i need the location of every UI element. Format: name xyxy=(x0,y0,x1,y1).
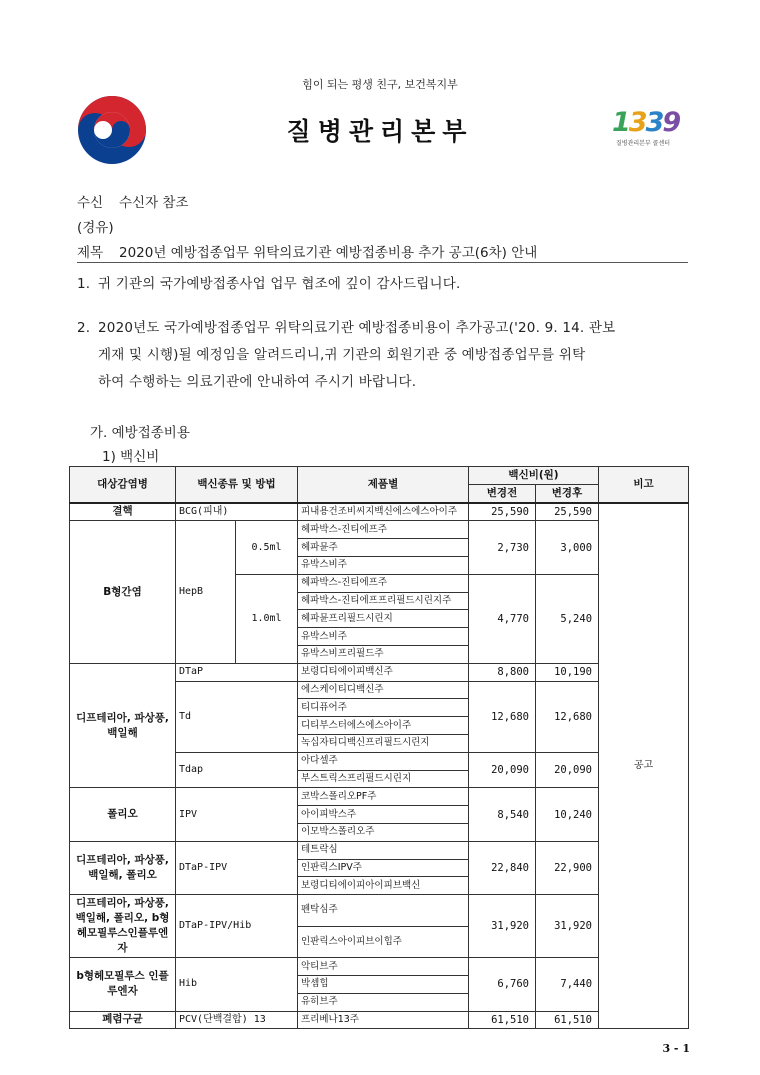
table-row: 인판릭스IPV주 xyxy=(70,859,689,877)
subject-label: 제목 xyxy=(77,245,104,261)
recipient-value: 수신자 참조 xyxy=(119,195,189,211)
hotline-caption: 질병관리본부 콜센터 xyxy=(616,140,671,147)
table-row: 유히브주 xyxy=(70,993,689,1011)
table-row: 유박스비주 xyxy=(70,556,689,574)
table-row: b형헤모필루스 인플루엔자 Hib 악티브주 6,760 7,440 xyxy=(70,958,689,976)
subject-line xyxy=(77,241,537,261)
table-row: 디프테리아, 파상풍, 백일해, 폴리오 DTaP-IPV 테트락심 22,840 22,900 xyxy=(70,841,689,859)
header-cost: 백신비(원) xyxy=(469,467,599,485)
table-row: 결핵 BCG(피내) 피내용건조비씨지백신에스에스아이주 25,590 25,590 공고 xyxy=(70,503,689,521)
paragraph-1: 1. 귀 기관의 국가예방접종사업 업무 협조에 깊이 감사드립니다. xyxy=(77,276,461,292)
remark-cell: 공고 xyxy=(599,503,689,1029)
recipient-label: 수신 xyxy=(77,195,104,211)
header-remark: 비고 xyxy=(599,467,689,503)
table-row: 폐렴구균 PCV(단백결합) 13 프리베나13주 61,510 61,510 xyxy=(70,1011,689,1029)
hotline-number: 1339 xyxy=(612,107,680,138)
header-vaccine-method: 백신종류 및 방법 xyxy=(176,467,298,503)
table-row: 티디퓨어주 xyxy=(70,699,689,717)
via-line: (경유) xyxy=(77,220,114,236)
section-heading-vaccine-cost: 1) 백신비 xyxy=(102,449,160,465)
vaccine-cost-table xyxy=(69,466,689,1029)
table-row: 유박스비프리필드주 xyxy=(70,645,689,663)
table-row: 보령디티에이피아이피브백신 xyxy=(70,877,689,895)
table-row: B형간염 HepB 0.5ml 헤파박스-진티에프주 2,730 3,000 xyxy=(70,521,689,539)
table-row: 폴리오 IPV 코박스폴리오PF주 8,540 10,240 xyxy=(70,788,689,806)
recipient-line xyxy=(77,191,189,211)
section-heading-ga: 가. 예방접종비용 xyxy=(90,425,190,441)
table-row: 인판릭스아이피브이힙주 xyxy=(70,926,689,958)
table-row: 박셈힙 xyxy=(70,975,689,993)
table-row: Td 에스케이티디백신주 12,680 12,680 xyxy=(70,681,689,699)
table-row: 1.0ml 헤파박스-진티에프주 4,770 5,240 xyxy=(70,574,689,592)
table-row: 이모박스폴리오주 xyxy=(70,823,689,841)
subject-value: 2020년 예방접종업무 위탁의료기관 예방접종비용 추가 공고(6차) 안내 xyxy=(119,245,538,261)
slogan: 힘이 되는 평생 친구, 보건복지부 xyxy=(302,78,458,91)
table-row: 부스트릭스프리필드시린지 xyxy=(70,770,689,788)
table-row: 디프테리아, 파상풍, 백일해, 폴리오, b형헤모필루스인플루엔자 DTaP-IPV/Hib 펜탁심주 31,920 31,920 xyxy=(70,895,689,927)
hotline-logo xyxy=(612,108,698,160)
table-row: 녹십자티디백신프리필드시린지 xyxy=(70,734,689,752)
page-number: 3 - 1 xyxy=(662,1042,690,1055)
table-row: 헤파박스-진티에프프리필드시린지주 xyxy=(70,592,689,610)
table-row: 유박스비주 xyxy=(70,628,689,646)
header-before: 변경전 xyxy=(469,484,536,502)
table-row: 헤파뮨주 xyxy=(70,539,689,557)
table-row: Tdap 아다셀주 20,090 20,090 xyxy=(70,752,689,770)
table-row: 디프테리아, 파상풍, 백일해 DTaP 보령디티에이피백신주 8,800 10,190 xyxy=(70,663,689,681)
table-row: 아이피박스주 xyxy=(70,806,689,824)
header-disease: 대상감염병 xyxy=(70,467,176,503)
header-product: 제품별 xyxy=(298,467,469,503)
table-row: 디티부스터에스에스아이주 xyxy=(70,717,689,735)
paragraph-2: 2. 2020년도 국가예방접종업무 위탁의료기관 예방접종비용이 추가공고('20. 9. 14. 관보 게재 및 시행)될 예정임을 알려드리니,귀 기관의 회원기관 중 예방접종업무를 위탁 하여 수행하는 의료기관에 안내하여 주시기 바랍니다. xyxy=(77,320,616,390)
header-after: 변경후 xyxy=(536,484,599,502)
table-header-row xyxy=(70,467,689,485)
header-rule xyxy=(77,262,688,263)
table-row: 헤파뮨프리필드시린지 xyxy=(70,610,689,628)
agency-title: 질병관리본부 xyxy=(286,117,474,146)
